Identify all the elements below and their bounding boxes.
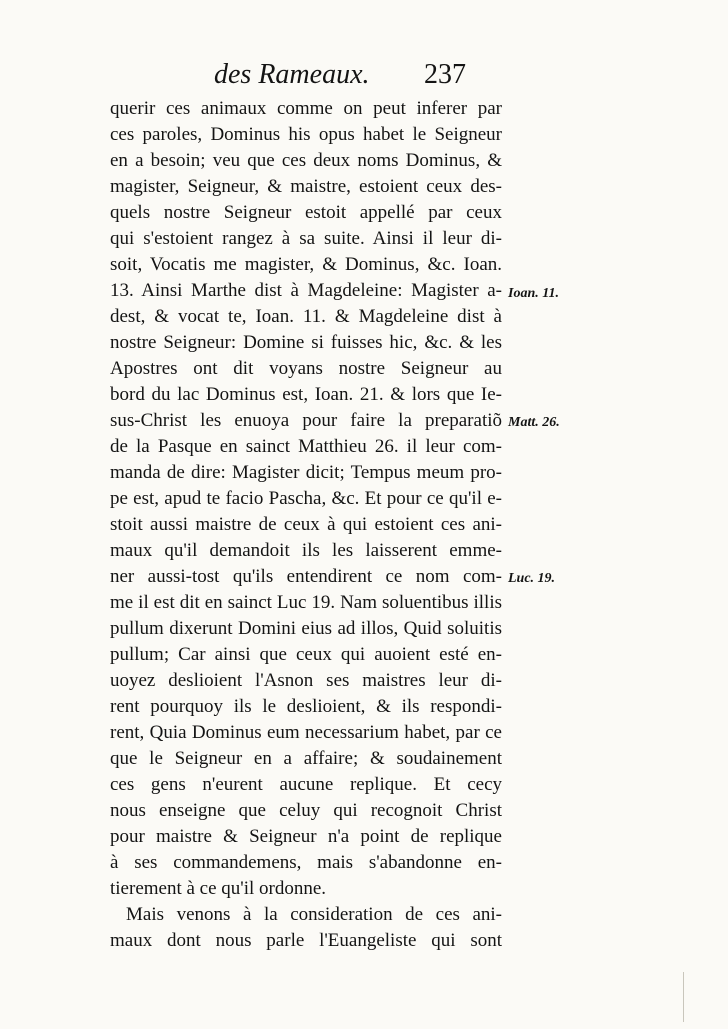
- margin-note: Ioan. 11.: [508, 286, 559, 301]
- text-line: nostre Seigneur: Domine si fuisses hic, &c. & les: [110, 332, 502, 353]
- text-line: rent, Quia Dominus eum necessarium habet, par ce: [110, 722, 502, 743]
- text-line: quels nostre Seigneur estoit appellé par ceux: [110, 202, 502, 223]
- text-line: ner aussi-tost qu'ils entendirent ce nom com-: [110, 566, 502, 587]
- text-line: pullum dixerunt Domini eius ad illos, Quid soluitis: [110, 618, 502, 639]
- margin-note: Luc. 19.: [508, 571, 556, 586]
- text-line: en a besoin; veu que ces deux noms Dominus, &: [110, 150, 502, 171]
- text-line: pe est, apud te facio Pascha, &c. Et pour ce qu'il e-: [110, 488, 502, 509]
- text-line: ces gens n'eurent aucune replique. Et cecy: [110, 774, 502, 795]
- text-line: uoyez deslioient l'Asnon ses maistres leur di-: [110, 670, 502, 691]
- text-line: stoit aussi maistre de ceux à qui estoient ces ani-: [110, 514, 502, 535]
- text-line: pour maistre & Seigneur n'a point de replique: [110, 826, 502, 847]
- text-line: dest, & vocat te, Ioan. 11. & Magdeleine dist à: [110, 306, 502, 327]
- text-line: nous enseigne que celuy qui recognoit Christ: [110, 800, 502, 821]
- margin-note: Matt. 26.: [508, 415, 560, 430]
- page-header: [0, 58, 728, 98]
- text-line: maux qu'il demandoit ils les laisserent emme-: [110, 540, 502, 561]
- text-line: rent pourquoy ils le deslioient, & ils respondi-: [110, 696, 502, 717]
- running-title: des Rameaux.: [214, 59, 370, 90]
- text-line: Apostres ont dit voyans nostre Seigneur au: [110, 358, 502, 379]
- text-line: que le Seigneur en a affaire; & soudainement: [110, 748, 502, 769]
- text-line: à ses commandemens, mais s'abandonne en-: [110, 852, 502, 873]
- text-line: soit, Vocatis me magister, & Dominus, &c. Ioan.: [110, 254, 502, 275]
- text-line: ces paroles, Dominus his opus habet le Seigneur: [110, 124, 502, 145]
- text-line: maux dont nous parle l'Euangeliste qui sont: [110, 930, 502, 951]
- text-line: bord du lac Dominus est, Ioan. 21. & lors que Ie-: [110, 384, 502, 405]
- text-line: tierement à ce qu'il ordonne.: [110, 878, 327, 899]
- text-line: manda de dire: Magister dicit; Tempus meum pro-: [110, 462, 502, 483]
- text-line: magister, Seigneur, & maistre, estoient ceux des-: [110, 176, 502, 197]
- text-line: querir ces animaux comme on peut inferer par: [110, 98, 502, 119]
- text-line: me il est dit en sainct Luc 19. Nam soluentibus illis: [110, 592, 502, 613]
- text-line: pullum; Car ainsi que ceux qui auoient esté en-: [110, 644, 502, 665]
- scan-edge-line: [683, 972, 684, 1022]
- page-number: 237: [424, 59, 466, 90]
- text-line: Mais venons à la consideration de ces ani-: [126, 904, 502, 925]
- text-line: 13. Ainsi Marthe dist à Magdeleine: Magister a-: [110, 280, 502, 301]
- text-line: de la Pasque en sainct Matthieu 26. il leur com-: [110, 436, 502, 457]
- text-line: sus-Christ les enuoya pour faire la preparatiõ: [110, 410, 502, 431]
- text-line: qui s'estoient rangez à sa suite. Ainsi il leur di-: [110, 228, 502, 249]
